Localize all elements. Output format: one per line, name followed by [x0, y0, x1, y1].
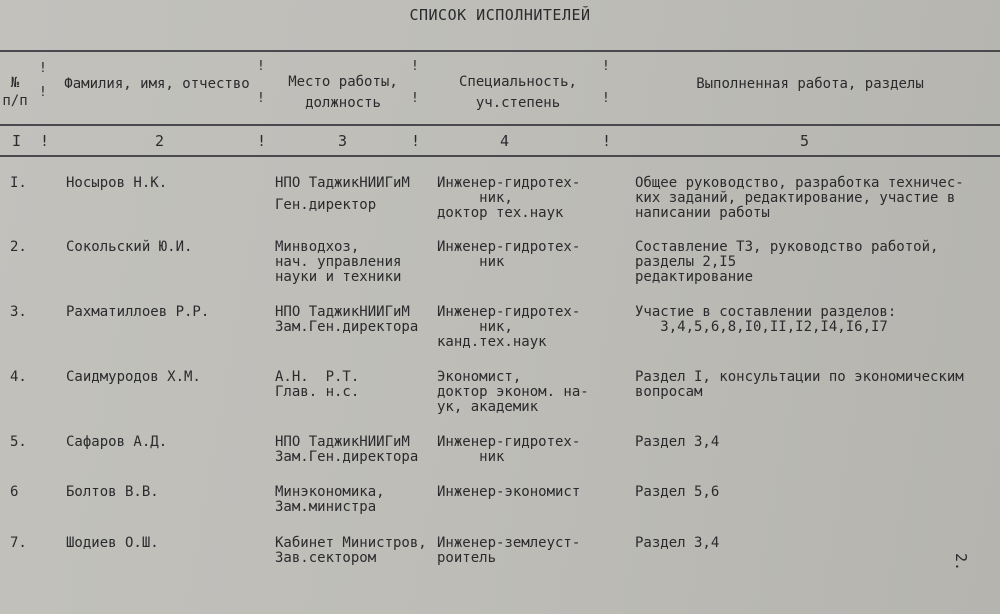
row-specialty: Экономист, доктор эконом. на- ук, академик [437, 369, 589, 415]
column-number: 3 [338, 132, 348, 150]
document-title: СПИСОК ИСПОЛНИТЕЛЕЙ [409, 6, 591, 24]
row-workplace: НПО ТаджикНИИГиМ Зам.Ген.директора [275, 304, 419, 335]
header-fullname: Фамилия, имя, отчество [64, 76, 250, 92]
column-separator: ! [602, 59, 610, 74]
row-name: Шодиев О.Ш. [66, 535, 159, 551]
column-number: I [12, 132, 22, 150]
row-number: 6 [10, 484, 19, 500]
row-specialty: Инженер-гидротех- ник [437, 434, 581, 465]
row-workplace: НПО ТаджикНИИГиМ Ген.директор [275, 175, 410, 213]
row-number: I. [10, 175, 27, 191]
row-name: Рахматиллоев Р.Р. [66, 304, 210, 320]
row-workplace: Минводхоз, нач. управления науки и техники [275, 239, 402, 285]
row-work: Общее руководство, разработка техничес- ких заданий, редактирование, участие в написании работы [635, 175, 964, 221]
row-number: 7. [10, 535, 27, 551]
column-separator: ! [411, 91, 419, 106]
header-top-rule [0, 50, 1000, 52]
header-workplace: Место работы, должность [288, 74, 398, 111]
row-work: Раздел 3,4 [635, 434, 720, 450]
row-name: Саидмуродов Х.М. [66, 369, 201, 385]
header-number: № п/п [2, 75, 28, 109]
row-specialty: Инженер-гидротех- ник [437, 239, 581, 270]
row-specialty: Инженер-гидротех- ник, канд.тех.наук [437, 304, 581, 350]
header-bottom-rule [0, 124, 1000, 126]
row-name: Носыров Н.К. [66, 175, 168, 191]
column-separator: ! [40, 132, 50, 150]
column-separator: ! [602, 132, 612, 150]
row-name: Сокольский Ю.И. [66, 239, 193, 255]
row-work: Раздел I, консультации по экономическим вопросам [635, 369, 964, 400]
column-separator: ! [39, 61, 47, 76]
row-name: Болтов В.В. [66, 484, 159, 500]
column-separator: ! [411, 132, 421, 150]
row-workplace: А.Н. Р.Т. Глав. н.с. [275, 369, 360, 400]
row-specialty: Инженер-экономист [437, 484, 581, 500]
column-number: 4 [500, 132, 510, 150]
row-number: 4. [10, 369, 27, 385]
row-work: Раздел 5,6 [635, 484, 720, 500]
column-separator: ! [257, 59, 265, 74]
column-separator: ! [411, 59, 419, 74]
row-workplace: Минэкономика, Зам.министра [275, 484, 385, 515]
page-number-mark: 2. [952, 552, 971, 572]
row-work: Раздел 3,4 [635, 535, 720, 551]
row-number: 3. [10, 304, 27, 320]
row-name: Сафаров А.Д. [66, 434, 168, 450]
row-work: Участие в составлении разделов: 3,4,5,6,8,I0,II,I2,I4,I6,I7 [635, 304, 897, 335]
column-separator: ! [257, 91, 265, 106]
row-workplace: НПО ТаджикНИИГиМ Зам.Ген.директора [275, 434, 419, 465]
column-separator: ! [257, 132, 267, 150]
column-separator: ! [602, 91, 610, 106]
column-number: 2 [155, 132, 165, 150]
row-specialty: Инженер-землеуст- роитель [437, 535, 581, 566]
row-workplace: Кабинет Министров, Зав.сектором [275, 535, 427, 566]
header-work: Выполненная работа, разделы [696, 76, 924, 92]
header-specialty: Специальность, уч.степень [458, 74, 577, 111]
column-number: 5 [800, 132, 810, 150]
row-number: 5. [10, 434, 27, 450]
column-separator: ! [39, 85, 47, 100]
column-numbers-rule [0, 155, 1000, 157]
row-number: 2. [10, 239, 27, 255]
row-specialty: Инженер-гидротех- ник, доктор тех.наук [437, 175, 581, 221]
row-work: Составление ТЗ, руководство работой, разделы 2,I5 редактирование [635, 239, 939, 285]
